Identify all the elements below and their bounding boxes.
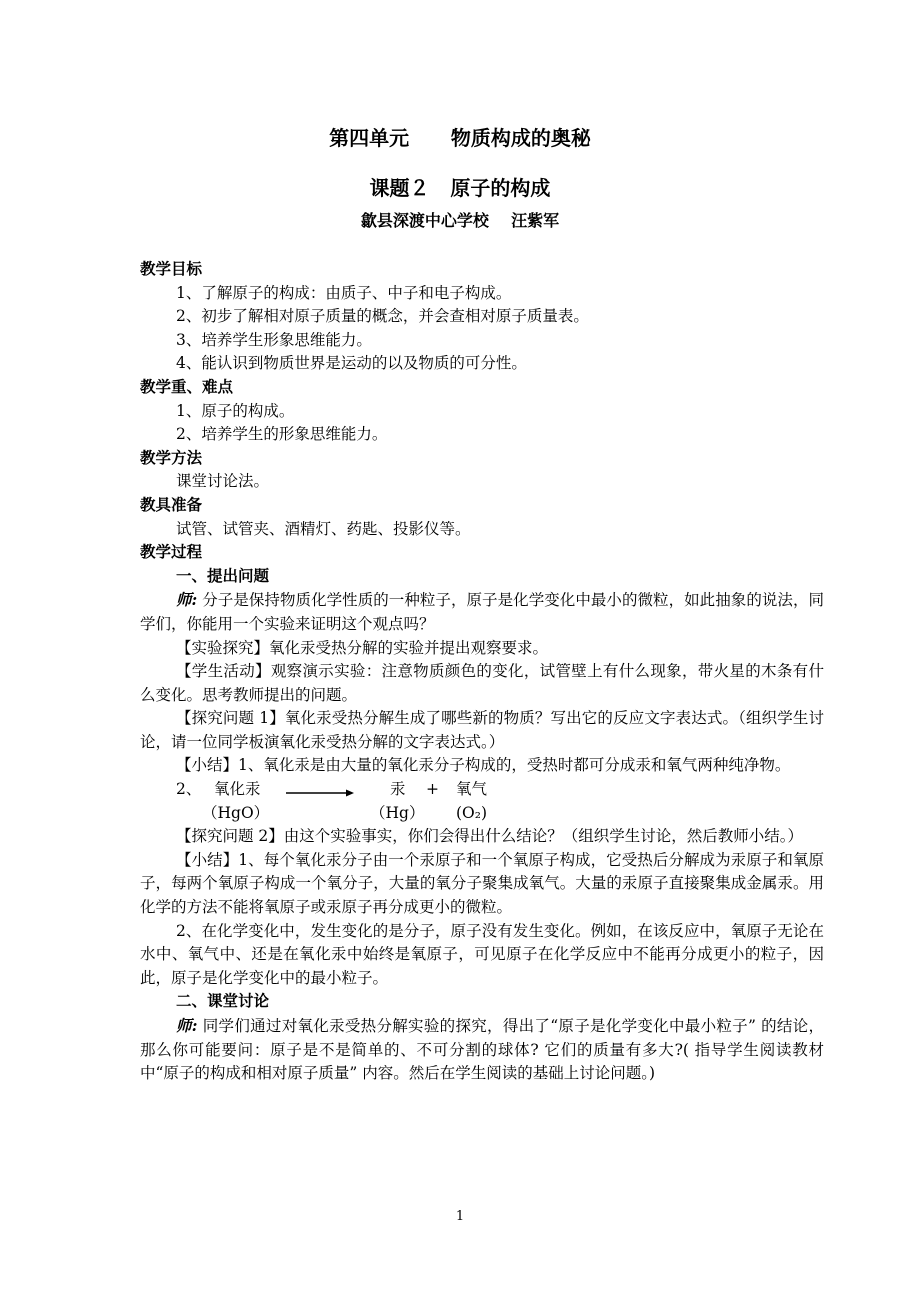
product2-formula: (O₂) [456, 803, 488, 822]
reactant-formula: （HgO） [202, 803, 270, 822]
teacher-paragraph [140, 588, 824, 636]
teacher-label: 师: [176, 590, 198, 610]
teacher-text: 同学们通过对氧化汞受热分解实验的探究，得出了“原子是化学变化中最小粒子” 的结论，那么你可能要问：原子是不是简单的、不可分割的球体? 它们的质量有多大?( 指导学生阅读教材中“原子的构成和相对原子质量” 内容。然后在学生阅读的基础上讨论问题。) [140, 1017, 824, 1083]
unit-title: 第四单元 物质构成的奥秘 [329, 126, 591, 150]
question1-paragraph: 【探究问题 1】氧化汞受热分解生成了哪些新的物质？写出它的反应文字表达式。（组织学生讨论，请一位同学板演氧化汞受热分解的文字表达式。） [140, 709, 824, 751]
goal-item: 1、了解原子的构成：由质子、中子和电子构成。 [176, 283, 512, 302]
page-number: 1 [455, 1209, 465, 1224]
goals-heading: 教学目标 [140, 260, 203, 278]
product1-formula: （Hg） [370, 803, 425, 822]
reaction-arrow-icon [286, 789, 354, 797]
key-point-item: 1、原子的构成。 [176, 401, 295, 420]
formula-line [140, 802, 824, 826]
teacher-paragraph-2 [140, 1014, 824, 1086]
summary2b-paragraph: 2、在化学变化中，发生变化的是分子，原子没有发生变化。例如，在该反应中，氧原子无论在水中、氧气中、还是在氧化汞中始终是氧原子，可见原子在化学反应中不能再分成更小的粒子，因此，原子是化学变化中的最小粒子。 [140, 921, 824, 987]
equation-product2: 氧气 [456, 780, 488, 799]
section1-heading: 一、提出问题 [176, 566, 270, 585]
key-point-item: 2、培养学生的形象思维能力。 [176, 425, 388, 444]
equation-product1: 汞 [390, 780, 406, 799]
lesson-title: 课题２ 原子的构成 [369, 176, 551, 200]
tools-text: 试管、试管夹、酒精灯、药匙、投影仪等。 [176, 519, 471, 538]
summary2-paragraph: 【小结】1、每个氧化汞分子由一个汞原子和一个氧原子构成，它受热后分解成为汞原子和氧原子，每两个氧原子构成一个氧分子，大量的氧分子聚集成氧气。大量的汞原子直接聚集成金属汞。用化学的方法不能将氧原子或汞原子再分成更小的微粒。 [140, 850, 824, 917]
section2-heading: 二、课堂讨论 [176, 992, 270, 1011]
equation-line [140, 778, 824, 802]
experiment-paragraph: 【实验探究】氧化汞受热分解的实验并提出观察要求。 [176, 638, 549, 657]
activity-paragraph: 【学生活动】观察演示实验：注意物质颜色的变化，试管壁上有什么现象，带火星的木条有什么变化。思考教师提出的问题。 [140, 662, 824, 704]
teacher-label: 师: [176, 1016, 198, 1035]
goal-item: 2、初步了解相对原子质量的概念，并会查相对原子质量表。 [176, 307, 589, 326]
equation-number: 2、 [176, 780, 202, 799]
teacher-text: 分子是保持物质化学性质的一种粒子，原子是化学变化中最小的微粒，如此抽象的说法，同学们，你能用一个实验来证明这个观点吗？ [140, 591, 824, 633]
goal-item: 3、培养学生形象思维能力。 [176, 330, 372, 349]
tools-heading: 教具准备 [140, 495, 203, 514]
author-line: 歙县深渡中心学校 汪紫军 [360, 211, 560, 230]
lesson-body [140, 258, 824, 1086]
process-heading: 教学过程 [140, 543, 203, 562]
equation-plus: + [426, 780, 439, 799]
goal-item: 4、能认识到物质世界是运动的以及物质的可分性。 [176, 354, 527, 373]
summary1-paragraph: 【小结】1、氧化汞是由大量的氧化汞分子构成的，受热时都可分成汞和氧气两种纯净物。 [176, 756, 791, 775]
question2-paragraph: 【探究问题 2】由这个实验事实，你们会得出什么结论？（组织学生讨论，然后教师小结。） [176, 827, 804, 846]
method-text: 课堂讨论法。 [176, 472, 270, 491]
equation-reactant: 氧化汞 [214, 780, 261, 799]
method-heading: 教学方法 [140, 448, 203, 467]
key-points-heading: 教学重、难点 [140, 377, 234, 396]
